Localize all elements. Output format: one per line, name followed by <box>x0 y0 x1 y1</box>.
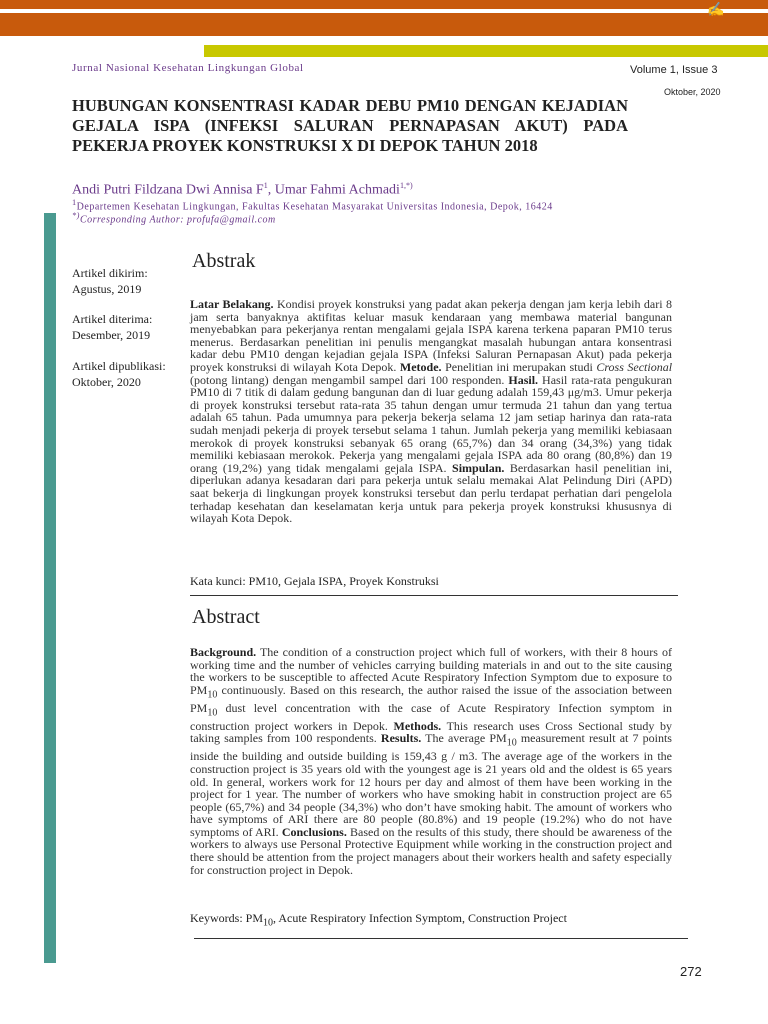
abstract-result: The average PM <box>425 731 507 746</box>
meta-label: Artikel dipublikasi: <box>72 359 166 373</box>
author-superscript: 1 <box>263 181 268 190</box>
abstrak-background: Kondisi proyek konstruksi yang padat akan pekerja dengan jam kerja lebih dari 8 jam serta banyaknya aktifitas keluar masuk kendaraan yang membawa material bangunan menyebabkan para pekerjanya rentan mengalami gejala ISPA karena terkena paparan PM10 terus menerus. Berdasarkan penelitian ini penulis mengangkat masalah hubungan antara konsentrasi kadar debu PM10 dengan kejadian gejala ISPA (Infeksi Saluran Pernapasan Akut) pada pekerja proyek konstruksi di wilayah Kota Depok. <box>190 297 673 374</box>
meta-label: Artikel dikirim: <box>72 266 148 280</box>
subscript: 10 <box>263 917 274 929</box>
section-label: Metode. <box>399 359 442 374</box>
section-label: Methods. <box>393 718 442 733</box>
subscript: 10 <box>207 707 218 719</box>
abstrak-conclusion: Berdasarkan hasil penelitian ini, diperlukan adanya kesadaran dari para pekerja untuk selalu memakai Alat Pelindung Diri (APD) saat bekerja di lingkungan proyek konstruksi tersebut dan perlu terdapat perhatian dari pengelola terhadap kesehatan dan keselamatan kerja untuk para pekerja proyek konstruksi khususnya di wilayah Kota Depok. <box>190 460 673 526</box>
section-divider <box>194 938 688 939</box>
subscript: 10 <box>506 737 517 749</box>
meta-value: Desember, 2019 <box>72 328 151 342</box>
abstrak-method-italic: Cross Sectional <box>596 359 673 374</box>
article-submitted <box>72 265 187 297</box>
abstrak-body <box>190 298 672 525</box>
abstract-heading: Abstract <box>192 606 260 628</box>
keywords-text: Keywords: PM <box>190 911 264 925</box>
article-published <box>72 358 187 390</box>
article-title: HUBUNGAN KONSENTRASI KADAR DEBU PM10 DENGAN KEJADIAN GEJALA ISPA (INFEKSI SALURAN PERNAPASAN AKUT) PADA PEKERJA PROYEK KONSTRUKSI X DI DEPOK TAHUN 2018 <box>72 96 628 155</box>
author-name: Umar Fahmi Achmadi <box>274 182 400 198</box>
left-teal-sidebar <box>44 213 56 963</box>
author-separator: , <box>267 182 275 198</box>
page-number: 272 <box>680 964 702 979</box>
keywords-text: , Acute Respiratory Infection Symptom, Construction Project <box>273 911 567 925</box>
section-label: Background. <box>190 645 257 659</box>
meta-value: Oktober, 2020 <box>72 375 141 389</box>
section-label: Latar Belakang. <box>190 297 274 311</box>
abstrak-keywords: Kata kunci: PM10, Gejala ISPA, Proyek Konstruksi <box>190 574 439 588</box>
section-label: Hasil. <box>508 372 539 387</box>
abstrak-method: (potong lintang) dengan mengambil sampel dari 100 responden. <box>190 372 505 387</box>
abstract-body <box>190 646 672 876</box>
abstract-result: measurement result at 7 points inside the building and outside building is 159,43 g / m3. The average age of the workers in the construction project is 35 years old with the youngest age is 21 years old and the oldest is 65 years old. In general, workers work for 12 hours per day and almost of them have been working in the project for 1 year. The number of workers who have smoking habit in construction project are 65 people (65,7%) and 34 people (34,3%) who don’t have smoking habit. The amount of workers who have symptoms of ARI there are 80 people (80.8%) and 19 people (19.2%) who do not have symptoms of ARI. <box>190 731 672 839</box>
abstract-conclusion: Based on the results of this study, there should be awareness of the workers to always use Personal Protective Equipment while working in the construction project and there should be attention from the project managers about their workers health and safety especially for construction project in Depok. <box>190 824 673 877</box>
subscript: 10 <box>207 689 218 701</box>
affiliation-superscript: 1 <box>72 198 77 207</box>
corresponding-author <box>72 211 276 225</box>
affiliation-text: Departemen Kesehatan Lingkungan, Fakultas Kesehatan Masyarakat Universitas Indonesia, Depok, 16424 <box>76 201 553 213</box>
abstract-background: continuously. Based on this research, the author raised the issue of the association between PM <box>190 682 673 715</box>
header-orange-band <box>0 22 768 36</box>
section-label: Results. <box>380 731 422 746</box>
abstrak-heading: Abstrak <box>192 250 256 272</box>
author-name: Andi Putri Fildzana Dwi Annisa F <box>72 182 264 198</box>
section-divider <box>190 595 678 596</box>
section-label: Simpulan. <box>452 460 505 475</box>
meta-value: Agustus, 2019 <box>72 282 142 296</box>
corresponding-text: Corresponding Author: profufa@gmail.com <box>79 214 276 226</box>
author-list <box>72 181 413 199</box>
header-white-stripe <box>0 9 768 13</box>
header-olive-bar <box>204 45 768 57</box>
section-label: Conclusions. <box>281 824 347 839</box>
meta-label: Artikel diterima: <box>72 312 153 326</box>
abstract-background: dust level concentration with the case of Acute Respiratory Infection symptom in construction project workers in Depok. <box>190 700 673 733</box>
article-accepted <box>72 311 187 343</box>
abstrak-result: Hasil rata-rata pengukuran PM10 di 7 titik di dalam gedung bangunan dan di luar gedung adalah 159,43 μg/m3. Umur pekerja di proyek konstruksi tersebut rata-rata 35 tahun dengan umur termuda 21 tahun dan yang tertua adalah 65 tahun. Pada umumnya para pekerja bekerja selama 12 jam setiap harinya dan rata-rata sudah menjadi pekerja di proyek tersebut selama 1 tahun. Jumlah pekerja yang memiliki kebiasaan merokok di proyek konstruksi sebanyak 65 orang (65,7%) dan 34 orang (34,3%) yang tidak memiliki kebiasaan merokok. Pekerja yang mengalami gejala ISPA ada 80 orang (80,8%) dan 19 orang (19,2%) yang tidak mengalami gejala ISPA. <box>190 372 673 475</box>
abstract-method: This research uses Cross Sectional study by taking samples from 100 respondents. <box>190 718 672 746</box>
corresponding-superscript: *) <box>72 211 80 220</box>
abstrak-method: Penelitian ini merupakan studi <box>445 359 593 374</box>
scroll-icon: ✍ <box>707 3 725 18</box>
abstract-keywords <box>190 911 567 928</box>
abstract-background: The condition of a construction project which full of workers, with their 8 hours of working time and the number of vehicles carrying building materials in and out to the site causing the workers to be susceptible to affected Acute Respiratory Infection Symptom due to exposure to PM <box>190 645 672 697</box>
volume-issue: Volume 1, Issue 3 <box>630 64 718 76</box>
publication-date: Oktober, 2020 <box>664 87 721 97</box>
header-tab-accent <box>219 13 265 16</box>
author-superscript: 1,*) <box>399 181 413 190</box>
journal-name: Jurnal Nasional Kesehatan Lingkungan Global <box>72 62 304 74</box>
